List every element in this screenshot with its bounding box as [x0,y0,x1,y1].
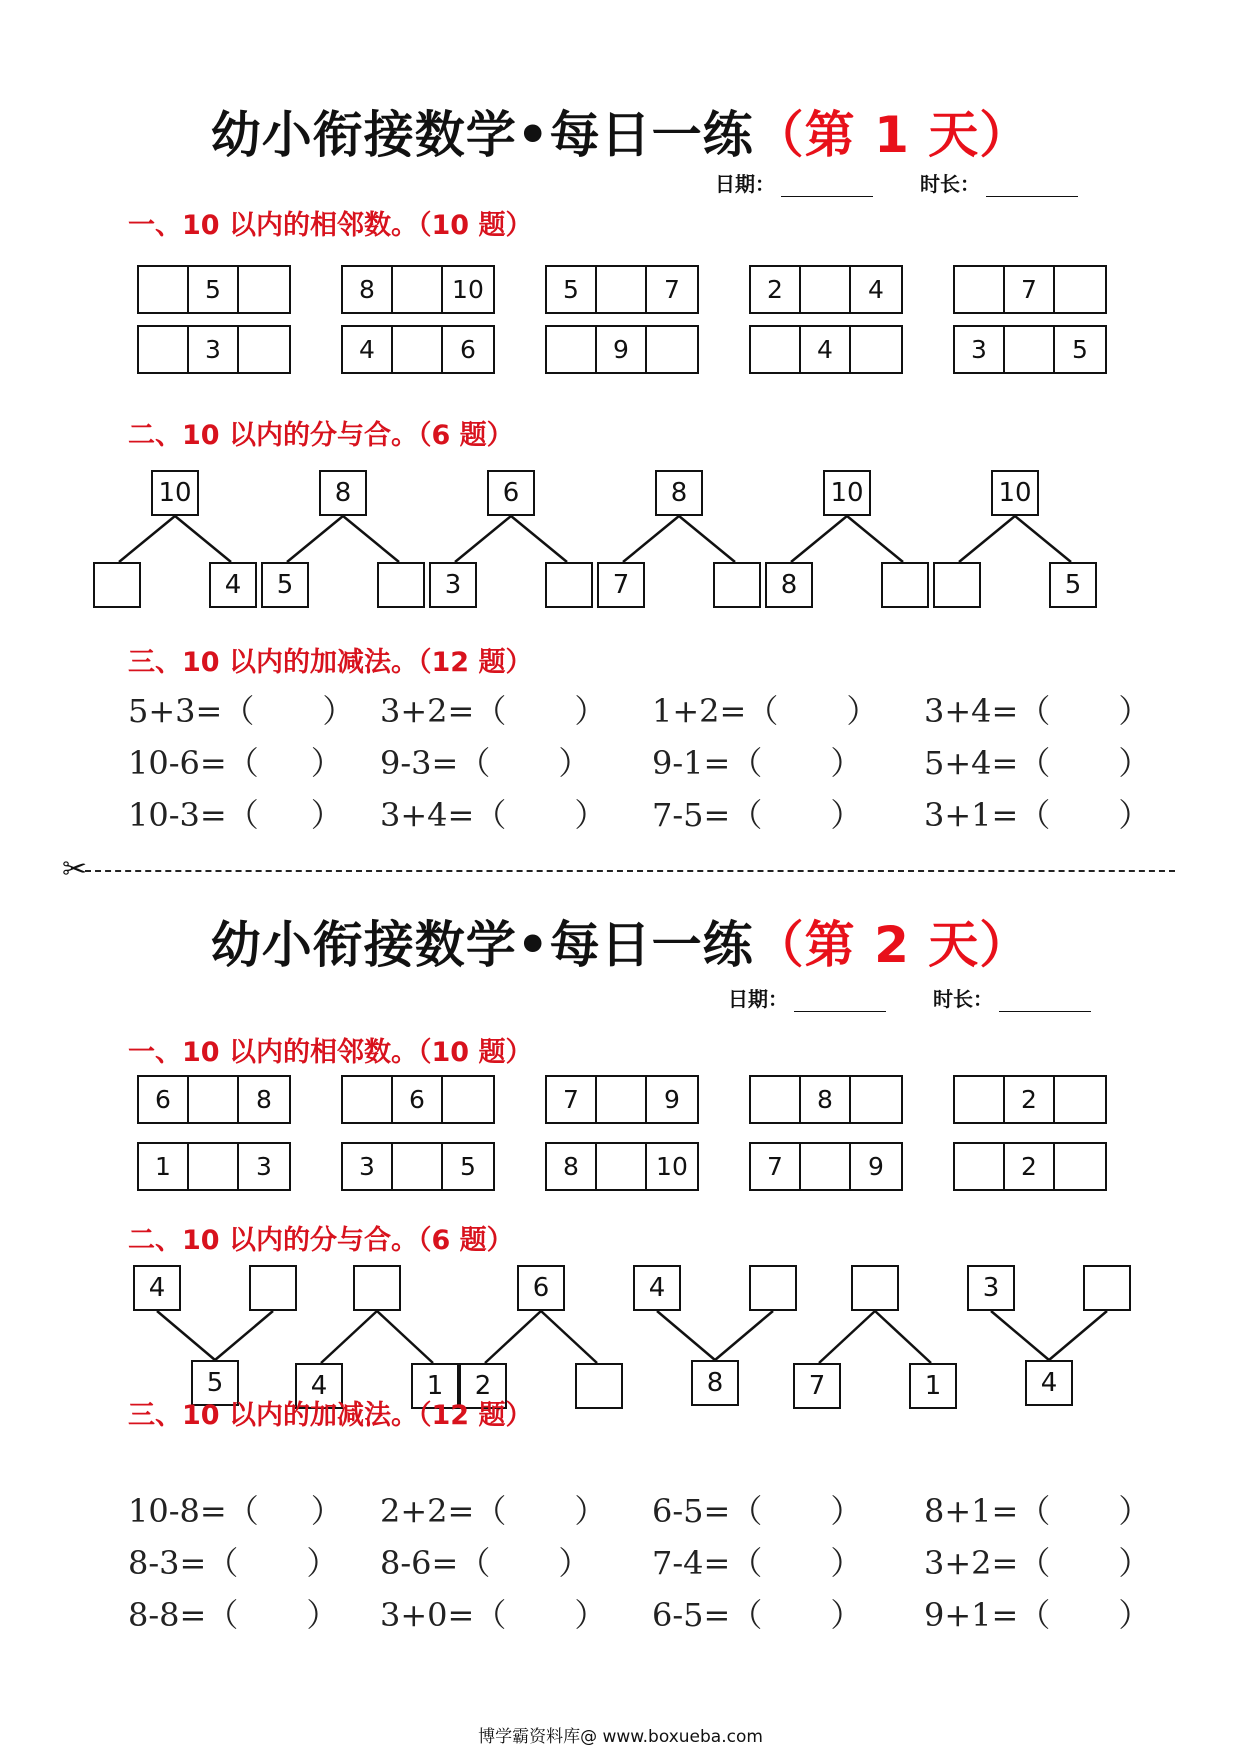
given-number-cell: 6 [393,1077,443,1122]
bond-connector [715,1311,773,1360]
number-box: 3 [429,562,477,608]
given-number-cell: 7 [751,1144,801,1189]
bond-connector [991,1311,1049,1360]
title-day: （第 1 天） [753,106,1031,164]
equation-expression: 7-5=（ [652,796,763,834]
close-paren: ） [558,744,591,782]
equation-expression: 8+1=（ [924,1492,1051,1530]
equation-expression: 9-1=（ [652,744,763,782]
scissors-icon: ✂ [62,852,88,887]
close-paren: ） [1118,692,1151,730]
given-number-cell: 8 [343,267,393,312]
bond-connector [1049,1311,1107,1360]
number-box: 6 [517,1265,565,1311]
equation [380,1538,590,1584]
equation [128,1590,338,1636]
close-paren: ） [1118,1492,1151,1530]
equation-expression: 10-8=（ [128,1492,259,1530]
close-paren: ） [306,1596,339,1634]
answer-box[interactable] [933,562,981,608]
bond-connector [511,516,567,562]
section-title-arithmetic: 三、10 以内的加减法。（12 题） [128,647,533,678]
close-paren: ） [574,1596,607,1634]
given-number-cell: 4 [868,275,884,304]
given-number-cell: 9 [868,1152,884,1181]
given-number-cell: 2 [1005,1144,1055,1189]
given-number-cell: 5 [1072,335,1088,364]
number-box: 10 [991,470,1039,516]
bond-connector [959,516,1015,562]
title-main: 幼小衔接数学•每日一练 [210,106,754,164]
given-number-cell: 3 [343,1144,393,1189]
number-box: 4 [209,562,257,608]
equation [924,1590,1150,1636]
given-number-cell: 3 [256,1152,272,1181]
close-paren: ） [830,1492,863,1530]
bond-connector [819,1311,875,1363]
equation [652,738,862,784]
number-box: 4 [633,1265,681,1311]
equation [128,1538,338,1584]
close-paren: ） [310,744,343,782]
equation-expression: 1+2=（ [652,692,779,730]
close-paren: ） [1118,744,1151,782]
bond-connector [287,516,343,562]
given-number-cell: 7 [664,275,680,304]
equation [652,1538,862,1584]
answer-box[interactable] [353,1265,401,1311]
equation-expression: 3+1=（ [924,796,1051,834]
bond-connector [485,1311,541,1363]
equation-expression: 10-6=（ [128,744,259,782]
equation-expression: 5+3=（ [128,692,255,730]
duration-label: 时长： [933,987,993,1011]
date-label: 日期： [715,172,775,196]
given-number-cell: 2 [751,267,801,312]
number-box: 6 [487,470,535,516]
equation-expression: 6-5=（ [652,1492,763,1530]
section-title-bonds: 二、10 以内的分与合。（6 题） [128,1225,514,1256]
equation-expression: 3+4=（ [924,692,1051,730]
equation [128,686,354,732]
equation [128,1486,343,1532]
equation-expression: 3+4=（ [380,796,507,834]
number-box: 8 [319,470,367,516]
given-number-cell: 7 [547,1077,597,1122]
bond-connector [1015,516,1071,562]
close-paren: ） [558,1544,591,1582]
given-number-cell: 5 [460,1152,476,1181]
bond-connector [455,516,511,562]
given-number-cell: 5 [547,267,597,312]
equation-expression: 9+1=（ [924,1596,1051,1634]
given-number-cell: 3 [955,327,1005,372]
equation-expression: 2+2=（ [380,1492,507,1530]
close-paren: ） [574,796,607,834]
equation [924,738,1150,784]
date-label: 日期： [728,987,788,1011]
equation-expression: 5+4=（ [924,744,1051,782]
equation [380,686,606,732]
equation [652,1486,862,1532]
equation [652,1590,862,1636]
number-box: 2 [459,1363,507,1409]
close-paren: ） [306,1544,339,1582]
number-box: 4 [133,1265,181,1311]
answer-box[interactable] [249,1265,297,1311]
close-paren: ） [310,796,343,834]
section-title-neighbors: 一、10 以内的相邻数。（10 题） [128,1037,533,1068]
equation-expression: 9-3=（ [380,744,491,782]
equation-expression: 8-8=（ [128,1596,239,1634]
number-box: 5 [1049,562,1097,608]
close-paren: ） [574,692,607,730]
given-number-cell: 9 [664,1085,680,1114]
bond-connector [847,516,903,562]
given-number-cell: 2 [1005,1077,1055,1122]
bond-connector [175,516,231,562]
given-number-cell: 5 [189,267,239,312]
bond-connector [875,1311,931,1363]
given-number-cell: 8 [256,1085,272,1114]
number-box: 8 [765,562,813,608]
equation [924,686,1150,732]
given-number-cell: 3 [189,327,239,372]
bond-connector [377,1311,433,1363]
given-number-cell: 8 [801,1077,851,1122]
footer-credit: 博学霸资料库@ www.boxueba.com [478,1727,763,1747]
equation [380,738,590,784]
equation [380,1590,606,1636]
equation [924,1538,1150,1584]
bond-connector [215,1311,273,1360]
number-box: 4 [295,1363,343,1409]
close-paren: ） [1118,1596,1151,1634]
title-main: 幼小衔接数学•每日一练 [210,916,754,974]
given-number-cell: 1 [139,1144,189,1189]
bond-connector [657,1311,715,1360]
answer-box[interactable] [851,1265,899,1311]
number-box: 8 [691,1360,739,1406]
equation [380,1486,606,1532]
number-box: 5 [261,562,309,608]
equation-expression: 8-3=（ [128,1544,239,1582]
close-paren: ） [830,744,863,782]
section-title-bonds: 二、10 以内的分与合。（6 题） [128,420,514,451]
close-paren: ） [830,1544,863,1582]
answer-box[interactable] [1083,1265,1131,1311]
answer-box[interactable] [713,562,761,608]
given-number-cell: 10 [656,1152,688,1181]
section-title-arithmetic: 三、10 以内的加减法。（12 题） [128,1400,533,1431]
equation-expression: 10-3=（ [128,796,259,834]
given-number-cell: 6 [139,1077,189,1122]
title-day: （第 2 天） [753,916,1031,974]
given-number-cell: 6 [460,335,476,364]
close-paren: ） [574,1492,607,1530]
given-number-cell: 7 [1005,267,1055,312]
bond-connector [541,1311,597,1363]
close-paren: ） [830,796,863,834]
answer-box[interactable] [545,562,593,608]
answer-box[interactable] [749,1265,797,1311]
equation-expression: 3+0=（ [380,1596,507,1634]
number-box: 8 [655,470,703,516]
equation-expression: 8-6=（ [380,1544,491,1582]
number-box: 1 [411,1363,459,1409]
given-number-cell: 10 [452,275,484,304]
bond-connector [157,1311,215,1360]
duration-label: 时长： [920,172,980,196]
number-box: 4 [1025,1360,1073,1406]
close-paren: ） [1118,1544,1151,1582]
bond-connector [791,516,847,562]
equation-expression: 3+2=（ [380,692,507,730]
number-box: 7 [793,1363,841,1409]
given-number-cell: 9 [597,327,647,372]
equation [924,1486,1150,1532]
number-box: 10 [151,470,199,516]
given-number-cell: 4 [801,327,851,372]
close-paren: ） [322,692,355,730]
bond-connector [623,516,679,562]
bond-connector [679,516,735,562]
close-paren: ） [1118,796,1151,834]
number-box: 10 [823,470,871,516]
answer-box[interactable] [377,562,425,608]
equation [652,686,878,732]
bond-connector [321,1311,377,1363]
close-paren: ） [310,1492,343,1530]
close-paren: ） [830,1596,863,1634]
given-number-cell: 4 [343,327,393,372]
number-box: 7 [597,562,645,608]
given-number-cell: 8 [547,1144,597,1189]
equation-expression: 3+2=（ [924,1544,1051,1582]
answer-box[interactable] [881,562,929,608]
equation-expression: 7-4=（ [652,1544,763,1582]
bond-connector [343,516,399,562]
bond-connector [119,516,175,562]
answer-box[interactable] [575,1363,623,1409]
number-box: 1 [909,1363,957,1409]
equation [128,738,343,784]
close-paren: ） [846,692,879,730]
section-title-neighbors: 一、10 以内的相邻数。（10 题） [128,210,533,241]
number-box: 5 [191,1360,239,1406]
equation-expression: 6-5=（ [652,1596,763,1634]
answer-box[interactable] [93,562,141,608]
number-box: 3 [967,1265,1015,1311]
